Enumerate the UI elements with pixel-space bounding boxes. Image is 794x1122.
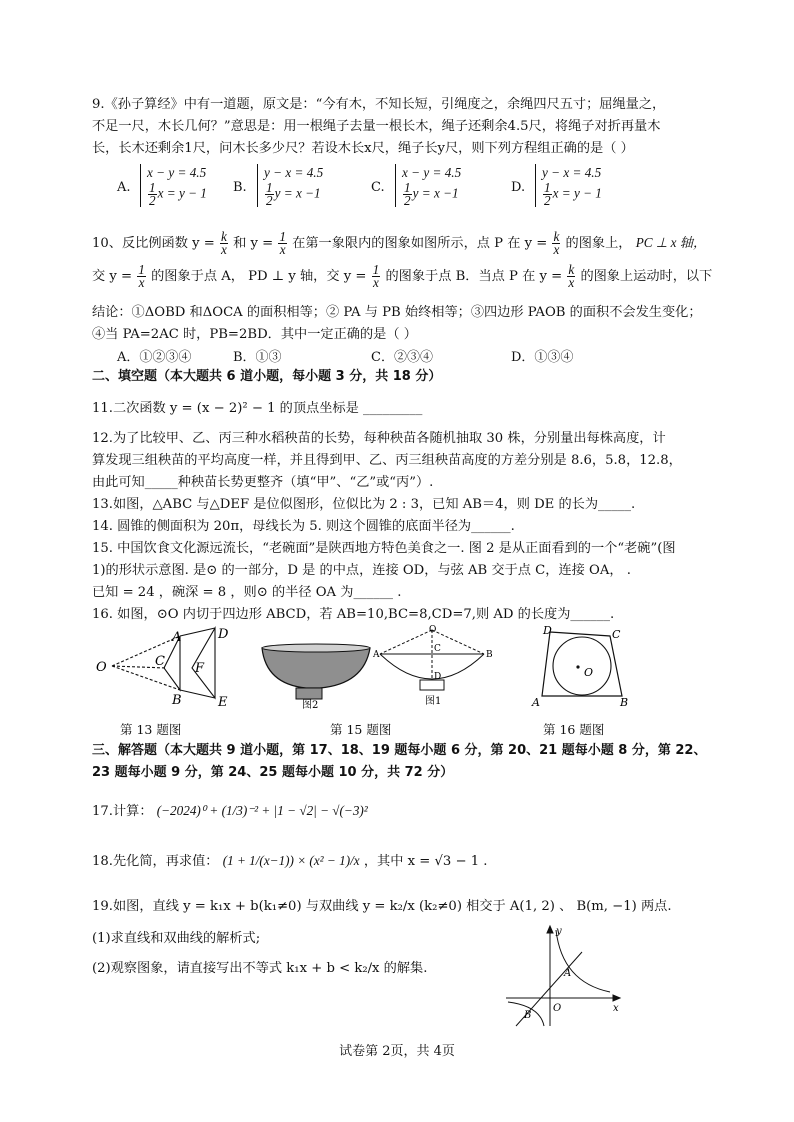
q10-a5: PC ⊥ x 轴，: [635, 235, 707, 250]
q9-option-a-system: [140, 164, 207, 207]
q15-line3: 已知 = 24 ，碗深 = 8 ，则⊙ 的半径 OA 为______ .: [92, 585, 402, 600]
q18-expression: (1 + 1/(x−1)) × (x² − 1)/x: [222, 853, 360, 868]
q9-option-d-system: [535, 164, 602, 207]
q9-d-eq2-text: x = y − 1: [552, 185, 602, 201]
q9-option-b-label: B.: [233, 180, 247, 195]
q9-c-eq1: x − y = 4.5: [402, 165, 462, 180]
q10-line2: 交 y = $\frac{1}{x}$ 的图象于点 A， PD ⊥ y 轴，交 y = $\frac{1}{x}$ 的图象于点 B．当点 P 在 y = $\frac{k}{x}$ 的图象上运动时，以下: [92, 262, 713, 290]
fig19-label-o: O: [553, 1003, 562, 1014]
q10-b1: 交 y =: [92, 269, 133, 284]
q15-line1: 15. 中国饮食文化源远流长，“老碗面”是陕西地方特色美食之一. 图 2 是从正面看到的一个“老碗”(图: [92, 541, 676, 556]
fig13-label-e: E: [218, 695, 228, 710]
fig15-label-c: C: [434, 644, 441, 654]
q11: [92, 398, 712, 420]
figure-15: [256, 624, 496, 714]
q10-option-a: A．①②③④: [117, 350, 192, 365]
q10-a4: 的图象上，: [565, 236, 632, 251]
fig13-label-a: A: [172, 630, 182, 645]
q9-option-a-label: A.: [117, 180, 131, 195]
q10-a2: 和 y =: [233, 236, 274, 251]
q15-line2: 1)的形状示意图. 是⊙ 的一部分，D 是 的中点，连接 OD，与弦 AB 交于点 C，连接 OA， .: [92, 563, 631, 578]
fig13-label-f: F: [195, 661, 205, 676]
q9-c-eq2: $\frac{1}{2}$ y = x −1: [404, 180, 459, 208]
q17: [92, 800, 712, 823]
q9-line2: 不足一尺，木长几何？”意思是：用一根绳子去量一根长木，绳子还剩余4.5尺，将绳子对折再量木: [92, 119, 661, 134]
q9-option-b-system: [257, 164, 323, 207]
q18-condition: ，其中 x = √3 − 1 .: [363, 854, 488, 869]
fig16-label-o: O: [584, 666, 594, 679]
q14: 14. 圆锥的侧面积为 20π，母线长为 5. 则这个圆锥的底面半径为______.: [92, 519, 515, 534]
figure-19: [500, 922, 630, 1030]
q9-d-eq1: y − x = 4.5: [542, 165, 602, 180]
fig16-label-c: C: [612, 628, 621, 641]
fig16-label-a: A: [532, 696, 540, 709]
q9-a-eq2: $\frac{1}{2}$ x = y − 1: [149, 180, 207, 208]
fig15-label-d: D: [434, 672, 442, 682]
q19-sub1: (1)求直线和双曲线的解析式;: [92, 931, 261, 946]
fig15-label-a: A: [373, 650, 380, 660]
fig16-label-d: D: [543, 624, 552, 637]
q9-option-d-label: D.: [511, 180, 526, 195]
fig16-label-b: B: [620, 696, 629, 709]
q9-c-eq2-text: y = x −1: [412, 185, 459, 201]
section3-heading-1: 三、解答题（本大题共 9 道小题，第 17、18、19 题每小题 6 分，第 20、21 题每小题 8 分，第 22、: [92, 743, 707, 758]
fig19-label-y: y: [556, 926, 562, 937]
fig13-label-c: C: [155, 654, 165, 669]
q11-blank: _________: [362, 401, 423, 416]
q9-b-eq2: $\frac{1}{2}$ y = x −1: [266, 180, 321, 208]
figure-13: [92, 624, 242, 712]
q9-d-eq2: $\frac{1}{2}$ x = y − 1: [544, 180, 602, 208]
fig15-label-o: O: [429, 625, 437, 635]
caption-fig13: 第 13 题图: [120, 722, 182, 737]
q10-b4: 的图象于点 B．当点 P 在 y =: [385, 269, 563, 284]
section3-heading-2: 23 题每小题 9 分，第 24、25 题每小题 10 分，共 72 分）: [92, 765, 454, 780]
q18: [92, 850, 712, 873]
fig19-label-b: B: [524, 1010, 532, 1021]
fig13-label-o: O: [96, 660, 107, 675]
q9-option-c-label: C.: [371, 180, 385, 195]
q17-expression: (−2024)⁰ + (1/3)⁻² + |1 − √2| − √(−3)²: [156, 803, 368, 818]
figure-16: [528, 622, 638, 712]
q12-line1: 12.为了比较甲、乙、丙三种水稻秧苗的长势，每种秧苗各随机抽取 30 株，分别量出每株高度，计: [92, 431, 666, 446]
q9-option-c-system: [395, 164, 461, 207]
fig15-label-b: B: [486, 650, 493, 660]
fig19-label-x: x: [613, 1003, 619, 1014]
caption-fig16: 第 16 题图: [543, 722, 605, 737]
q12-line3: 由此可知_____种秧苗长势更整齐（填“甲”、“乙”或“丙”）.: [92, 475, 434, 490]
q10-option-c: C．②③④: [371, 350, 433, 365]
fig19-label-a: A: [564, 968, 572, 979]
q10-line3: 结论：①ΔOBD 和ΔOCA 的面积相等；② PA 与 PB 始终相等；③四边形 PAOB 的面积不会发生变化；: [92, 305, 702, 320]
q9-a-eq2-text: x = y − 1: [157, 185, 207, 201]
q13: 13.如图，△ABC 与△DEF 是位似图形，位似比为 2 : 3，已知 AB＝4，则 DE 的长为_____.: [92, 497, 636, 512]
q19-sub2: (2)观察图象，请直接写出不等式 k₁x + b < k₂/x 的解集.: [92, 961, 428, 976]
q9-line3: 长，长木还剩余1尺，问木长多少尺？若设木长x尺，绳子长y尺，则下列方程组正确的是（ ）: [92, 141, 634, 156]
q11-text: 11.二次函数 y = (x − 2)² − 1 的顶点坐标是: [92, 401, 359, 416]
fig15-caption-1: 图2: [302, 700, 319, 711]
caption-fig15: 第 15 题图: [330, 722, 392, 737]
q9-b-eq1: y − x = 4.5: [264, 165, 324, 180]
q10-b5: 的图象上运动时，以下: [580, 269, 713, 284]
fig15-caption-2: 图1: [425, 696, 442, 707]
q10-b2: 的图象于点 A，: [151, 269, 244, 284]
q10-option-d: D．①③④: [511, 350, 574, 365]
q10-b3: PD ⊥ y 轴，交 y =: [248, 269, 367, 284]
q10-option-b: B．①③: [233, 350, 282, 365]
q10-line4: ④当 PA=2AC 时，PB=2BD．其中一定正确的是（ ）: [92, 327, 417, 342]
q18-label: 18.先化简，再求值：: [92, 854, 219, 869]
q17-label: 17.计算：: [92, 804, 153, 819]
q10-a3: 在第一象限内的图象如图所示，点 P 在 y =: [292, 236, 548, 251]
fig13-label-d: D: [218, 627, 229, 642]
q9-b-eq2-text: y = x −1: [274, 185, 321, 201]
q19-line1: 19.如图，直线 y = k₁x + b(k₁≠0) 与双曲线 y = k₂/x (k₂≠0) 相交于 A(1, 2) 、 B(m, −1) 两点.: [92, 899, 672, 914]
q10-a1: 10、反比例函数 y =: [92, 236, 215, 251]
fig13-label-b: B: [172, 693, 182, 708]
section2-heading: 二、填空题（本大题共 6 道小题，每小题 3 分，共 18 分）: [92, 369, 442, 384]
page-footer: 试卷第 2页，共 4页: [339, 1044, 455, 1059]
q12-line2: 算发现三组秧苗的平均高度一样，并且得到甲、乙、丙三组秧苗高度的方差分别是 8.6，5.8，12.8，: [92, 453, 682, 468]
q10-line1: 10、反比例函数 y = $\frac{k}{x}$ 和 y = $\frac{1}{x}$ 在第一象限内的图象如图所示，点 P 在 y = $\frac{k}{x}$ 的图象上， PC ⊥ x 轴，: [92, 229, 707, 257]
q9-a-eq1: x − y = 4.5: [147, 165, 207, 180]
q9-line1: 9.《孙子算经》中有一道题，原文是：“今有木，不知长短，引绳度之，余绳四尺五寸；屈绳量之，: [92, 97, 666, 112]
q16: 16. 如图，⊙O 内切于四边形 ABCD，若 AB=10,BC=8,CD=7,则 AD 的长度为______.: [92, 607, 615, 622]
